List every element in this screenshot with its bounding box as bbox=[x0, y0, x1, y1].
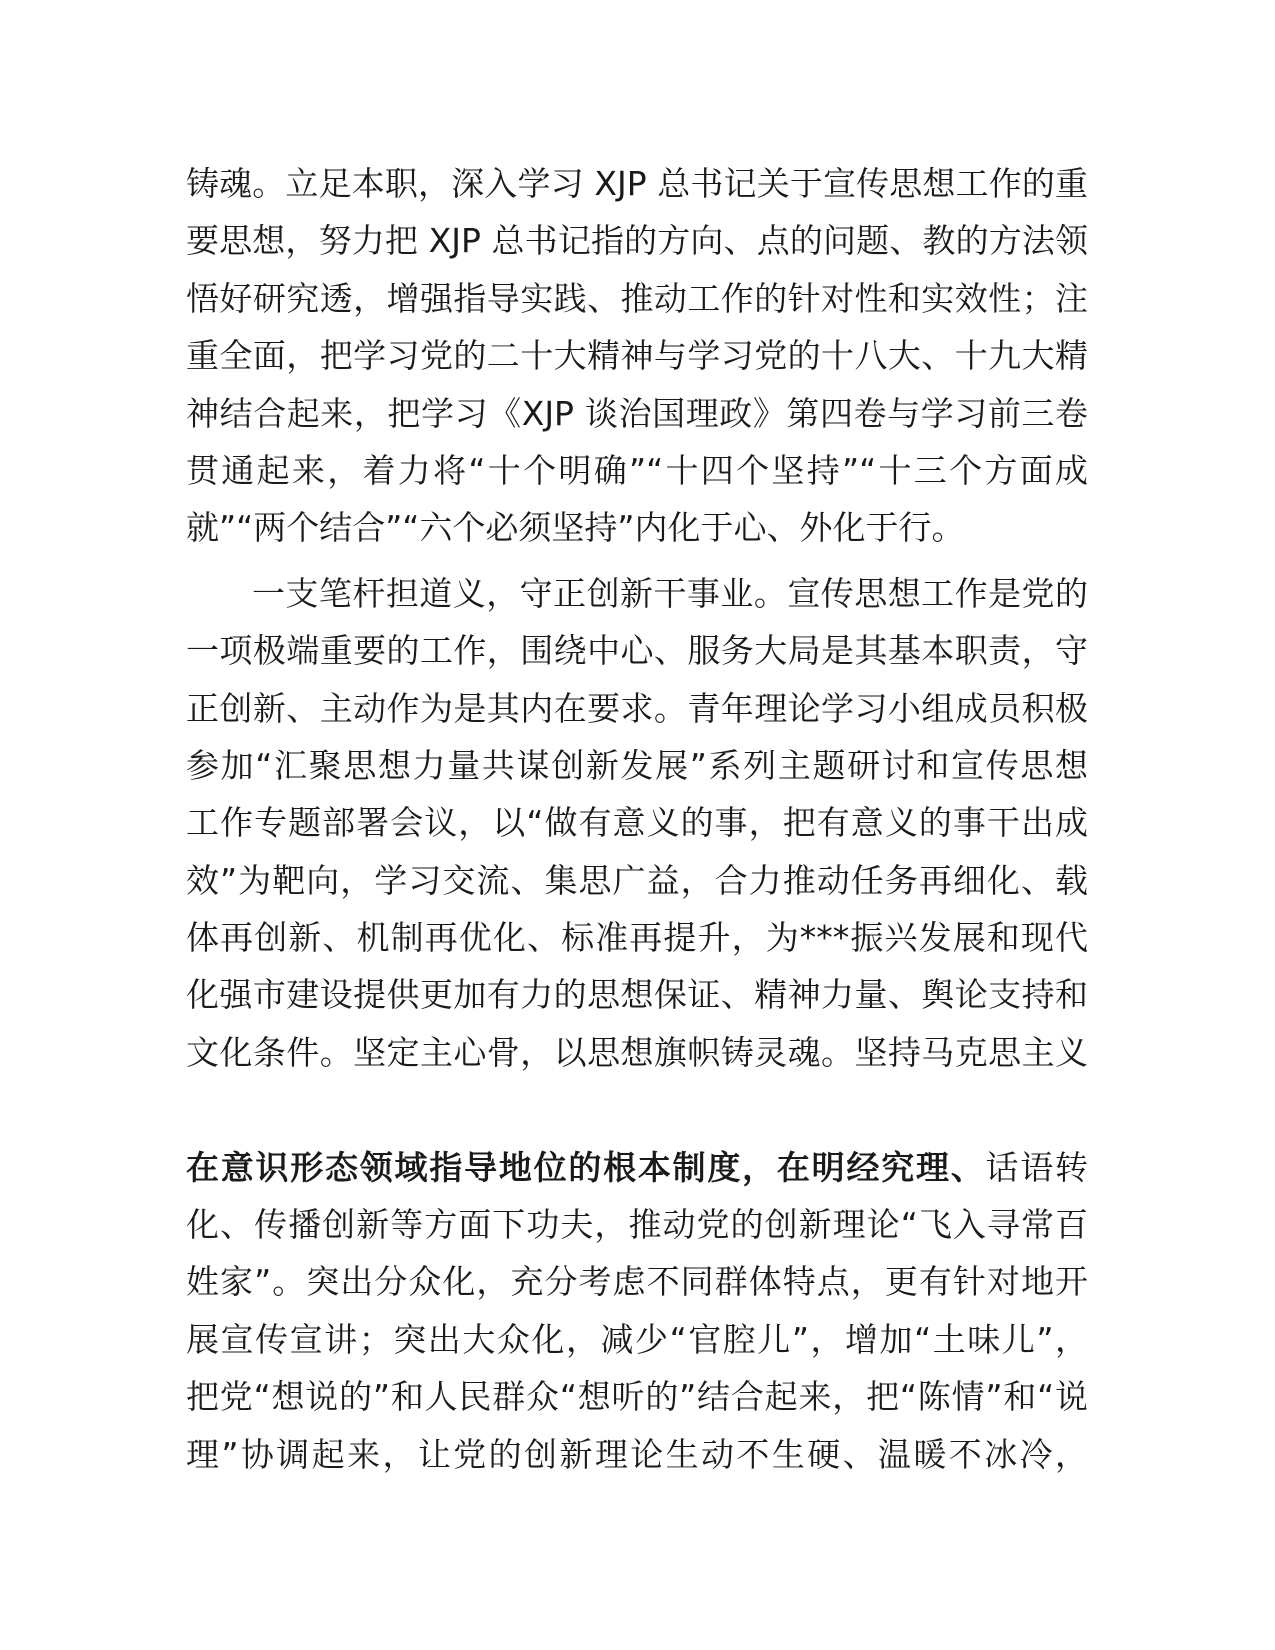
text-line: 贯通起来，着力将“十个明确”“十四个坚持”“十三个方面成 bbox=[186, 450, 1088, 490]
text-line: 效”为靶向，学习交流、集思广益，合力推动任务再细化、载 bbox=[186, 860, 1088, 900]
paragraph-1 bbox=[186, 155, 1088, 557]
text-line: 神结合起来，把学习《XJP 谈治国理政》第四卷与学习前三卷 bbox=[186, 393, 1088, 433]
text-line bbox=[186, 1081, 1088, 1138]
text-line: 要思想，努力把 XJP 总书记指的方向、点的问题、教的方法领 bbox=[186, 221, 1088, 261]
text-line: 工作专题部署会议，以“做有意义的事，把有意义的事干出成 bbox=[186, 803, 1088, 843]
text-run: 话语转 bbox=[985, 1147, 1089, 1187]
text-line: 展宣传宣讲；突出大众化，减少“官腔儿”，增加“土味儿”， bbox=[186, 1319, 1088, 1359]
text-line: 铸魂。立足本职，深入学习 XJP 总书记关于宣传思想工作的重 bbox=[186, 164, 1088, 203]
text-line: 正创新、主动作为是其内在要求。青年理论学习小组成员积极 bbox=[186, 688, 1088, 728]
text-line: 悟好研究透，增强指导实践、推动工作的针对性和实效性；注 bbox=[186, 278, 1088, 318]
text-line: 把党“想说的”和人民群众“想听的”结合起来，把“陈情”和“说 bbox=[186, 1377, 1088, 1417]
text-line: 化、传播创新等方面下功夫，推动党的创新理论“飞入寻常百 bbox=[186, 1205, 1088, 1245]
paragraph-2 bbox=[186, 565, 1088, 1483]
bold-phrase: 在意识形态领域指导地位的根本制度，在明经究理、 bbox=[186, 1147, 986, 1187]
document-body bbox=[186, 155, 1088, 1483]
text-line: 姓家”。突出分众化，充分考虑不同群体特点，更有针对地开 bbox=[186, 1262, 1088, 1302]
text-line: 理”协调起来，让党的创新理论生动不生硬、温暖不冰冷， bbox=[186, 1434, 1088, 1474]
text-line: 参加“汇聚思想力量共谋创新发展”系列主题研讨和宣传思想 bbox=[186, 745, 1088, 785]
text-line: 化强市建设提供更加有力的思想保证、精神力量、舆论支持和 bbox=[186, 975, 1088, 1015]
text-line: 一支笔杆担道义，守正创新干事业。宣传思想工作是党的 bbox=[252, 573, 1088, 613]
text-line: 一项极端重要的工作，围绕中心、服务大局是其基本职责，守 bbox=[186, 631, 1088, 671]
text-line: 重全面，把学习党的二十大精神与学习党的十八大、十九大精 bbox=[186, 336, 1088, 376]
paragraph-spacing bbox=[186, 557, 1088, 565]
text-line: 就”“两个结合”“六个必须坚持”内化于心、外化于行。 bbox=[186, 508, 965, 548]
text-line: 体再创新、机制再优化、标准再提升，为***振兴发展和现代 bbox=[186, 918, 1088, 958]
text-line: 文化条件。坚定主心骨，以思想旗帜铸灵魂。坚持马克思主义 bbox=[186, 1032, 1088, 1072]
text-line-bold bbox=[186, 1139, 1088, 1196]
